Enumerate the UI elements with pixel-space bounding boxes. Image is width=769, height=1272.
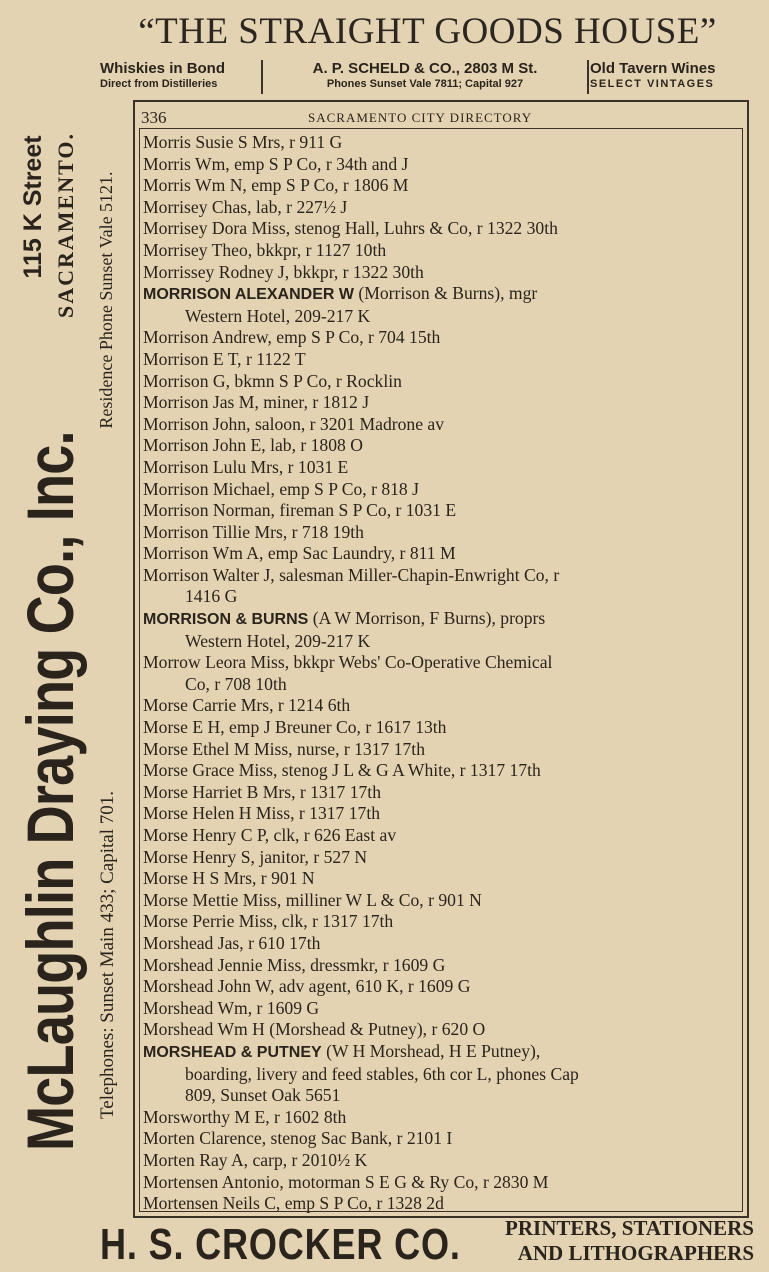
directory-entry [143,631,743,653]
entry-details: (A W Morrison, F Burns), proprs [312,608,546,629]
entry-surname: Morshead [143,976,214,997]
directory-entry [143,674,743,696]
ad-divider [261,60,263,94]
entry-surname: Mortensen [143,1193,219,1214]
directory-entry [143,218,743,240]
entry-details: Norman, fireman S P Co, r 1031 E [212,500,457,521]
entry-details: Perrie Miss, clk, r 1317 17th [192,911,394,932]
footer-line2: AND LITHOGRAPHERS [517,1241,754,1265]
side-residence-phone: Residence Phone Sunset Vale 5121. [96,171,116,429]
directory-entry [143,500,743,522]
header-banner: “THE STRAIGHT GOODS HOUSE” [138,11,717,52]
directory-entry [143,998,743,1020]
entry-details: Walter J, salesman Miller-Chapin-Enwright Co, r [212,564,560,585]
entry-surname: Morrow [143,652,201,673]
entry-details: Antonio, motorman S E G & Ry Co, r 2830 M [221,1171,549,1192]
ad-wines-line2: SELECT VINTAGES [590,78,715,90]
directory-entry [143,306,743,328]
directory-entry [143,327,743,349]
ad-whiskies-line2: Direct from Distilleries [100,78,218,90]
ad-scheld-line1: A. P. SCHELD & CO., 2803 M St. [312,60,538,77]
entry-details: (W H Morshead, H E Putney), [326,1040,541,1061]
entry-details: Mettie Miss, milliner W L & Co, r 901 N [192,889,482,910]
footer-company-text: H. S. CROCKER CO. [100,1220,461,1269]
entry-surname: Morrisey [143,196,208,217]
entry-surname: Morse [143,889,188,910]
directory-entry [143,739,743,761]
entry-surname: Morse [143,738,188,759]
directory-entry [143,1107,743,1129]
entry-details: G, bkmn S P Co, r Rocklin [212,370,402,391]
directory-entry [143,457,743,479]
entry-details: E T, r 1122 T [212,348,306,369]
entry-surname: Morse [143,781,188,802]
entry-details: Rodney J, bkkpr, r 1322 30th [218,261,424,282]
directory-entry [143,825,743,847]
entry-surname: MORRISON ALEXANDER W [143,286,354,304]
entry-details: Wm N, emp S P Co, r 1806 M [195,175,409,196]
entry-surname: Morrison [143,564,209,585]
directory-entry [143,435,743,457]
entry-details: Jennie Miss, dressmkr, r 1609 G [217,954,446,975]
directory-entry [143,371,743,393]
entry-details: boarding, livery and feed stables, 6th cor L, phones Cap [185,1063,579,1084]
directory-entry [143,933,743,955]
directory-entry [143,608,743,631]
directory-entry [143,1019,743,1041]
directory-entry [143,1041,743,1064]
entry-details: Theo, bkkpr, r 1127 10th [211,239,387,260]
entry-surname: Morrison [143,392,209,413]
side-phones: Telephones: Sunset Main 433; Capital 701. [97,791,118,1119]
entry-surname: Morrissey [143,261,215,282]
entry-surname: Morrison [143,543,209,564]
entry-details: John E, lab, r 1808 O [212,435,363,456]
entry-details: Dora Miss, stenog Hall, Luhrs & Co, r 1322 30th [211,218,558,239]
side-street: 115 K Street [19,135,47,279]
directory-entry [143,976,743,998]
header-ads [100,58,756,98]
entry-surname: Morrison [143,500,209,521]
directory-entry [143,847,743,869]
directory-entry [143,1085,743,1107]
side-company-name [15,400,85,1230]
entry-details: 1416 G [185,586,238,607]
entry-surname: Morse [143,911,188,932]
entry-details: Lulu Mrs, r 1031 E [212,456,349,477]
directory-entry [143,760,743,782]
entry-surname: Morshead [143,932,214,953]
entry-details: Ray A, carp, r 2010½ K [199,1149,368,1170]
entry-details: Wm H (Morshead & Putney), r 620 O [217,1019,486,1040]
directory-entry [143,695,743,717]
page-number: 336 [141,108,167,127]
page-title: SACRAMENTO CITY DIRECTORY [308,110,533,125]
directory-entry [143,717,743,739]
footer-company [100,1220,470,1270]
entry-surname: Morshead [143,954,214,975]
directory-entry [143,543,743,565]
entry-details: Wm, emp S P Co, r 34th and J [195,153,409,174]
directory-entry [143,803,743,825]
entry-details: Grace Miss, stenog J L & G A White, r 1317 17th [192,760,541,781]
entry-details: Harriet B Mrs, r 1317 17th [192,781,381,802]
entry-surname: Morris [143,175,191,196]
directory-entry [143,565,743,587]
entry-surname: Morse [143,695,188,716]
entry-surname: Morten [143,1149,195,1170]
directory-entry [143,955,743,977]
entry-surname: Morrison [143,348,209,369]
entry-surname: Morrison [143,327,209,348]
directory-entry [143,1172,743,1194]
directory-entry [143,911,743,933]
entry-details: Jas, r 610 17th [217,932,321,953]
entry-details: Henry S, janitor, r 527 N [192,846,368,867]
entry-surname: Morshead [143,1019,214,1040]
footer-ad [100,1216,756,1272]
entry-details: Michael, emp S P Co, r 818 J [212,478,419,499]
directory-entry [143,479,743,501]
ad-whiskies [100,60,260,90]
entry-details: Clarence, stenog Sac Bank, r 2101 I [199,1128,453,1149]
entry-surname: Morten [143,1128,195,1149]
entry-surname: Morrison [143,456,209,477]
entry-details: 809, Sunset Oak 5651 [185,1085,341,1106]
directory-entry [143,262,743,284]
entry-surname: Morse [143,868,188,889]
entry-details: Chas, lab, r 227½ J [211,196,348,217]
entry-surname: Morse [143,846,188,867]
entry-details: H S Mrs, r 901 N [192,868,315,889]
entry-details: Ethel M Miss, nurse, r 1317 17th [192,738,425,759]
ad-divider [587,60,589,94]
entry-details: Tillie Mrs, r 718 19th [212,521,364,542]
entry-details: Wm A, emp Sac Laundry, r 811 M [212,543,456,564]
entry-surname: Morse [143,803,188,824]
entry-surname: Mortensen [143,1171,219,1192]
entry-surname: Morsworthy [143,1106,230,1127]
entry-surname: Morrisey [143,239,208,260]
side-company-text: McLaughlin Draying Co., Inc. [13,431,87,1152]
ad-scheld [265,60,585,90]
directory-entry [143,1193,743,1215]
directory-entry [143,1128,743,1150]
entry-details: Western Hotel, 209-217 K [185,630,371,651]
entry-details: John, saloon, r 3201 Madrone av [212,413,445,434]
ad-scheld-line2: Phones Sunset Vale 7811; Capital 927 [326,78,524,90]
entry-surname: Morrison [143,521,209,542]
entry-details: Andrew, emp S P Co, r 704 15th [211,327,441,348]
directory-entry [143,782,743,804]
entry-surname: Morshead [143,997,214,1018]
footer-line1: PRINTERS, STATIONERS [505,1216,754,1240]
entry-details: Western Hotel, 209-217 K [185,305,371,326]
directory-entry [143,868,743,890]
entry-details: E H, emp J Breuner Co, r 1617 13th [192,717,447,738]
entry-surname: Morrison [143,435,209,456]
entry-details: Jas M, miner, r 1812 J [212,392,370,413]
entry-surname: Morris [143,132,191,152]
entry-surname: Morrison [143,370,209,391]
entry-details: Leora Miss, bkkpr Webs' Co-Operative Chemical [205,652,553,673]
directory-entry [143,1064,743,1086]
directory-entry [143,240,743,262]
entry-surname: Morrisey [143,218,208,239]
entry-surname: Morrison [143,413,209,434]
entry-surname: MORRISON & BURNS [143,611,309,629]
ad-whiskies-line1: Whiskies in Bond [100,60,226,77]
entry-details: Henry C P, clk, r 626 East av [192,825,397,845]
entry-details: Wm, r 1609 G [217,997,320,1018]
entry-surname: Morrison [143,478,209,499]
page-header [141,108,741,128]
directory-entry [143,1150,743,1172]
entry-details: John W, adv agent, 610 K, r 1609 G [217,976,471,997]
directory-entry [143,586,743,608]
entry-surname: Morris [143,153,191,174]
directory-entry [143,890,743,912]
directory-entry [143,414,743,436]
directory-entry [143,392,743,414]
side-city: SACRAMENTO. [53,132,78,319]
entry-details: Neils C, emp S P Co, r 1328 2d [222,1193,444,1214]
entry-surname: Morse [143,825,188,845]
directory-entry [143,132,743,154]
entry-surname: Morse [143,760,188,781]
entry-surname: Morse [143,717,188,738]
entry-details: Carrie Mrs, r 1214 6th [192,695,351,716]
entry-details: Helen H Miss, r 1317 17th [192,803,381,824]
directory-entry [143,154,743,176]
directory-entry [143,197,743,219]
directory-entry [143,175,743,197]
ad-wines-line1: Old Tavern Wines [590,60,716,77]
entry-details: (Morrison & Burns), mgr [358,283,538,304]
directory-entry [143,652,743,674]
entry-details: M E, r 1602 8th [234,1106,347,1127]
entry-surname: MORSHEAD & PUTNEY [143,1043,322,1061]
entry-details: Susie S Mrs, r 911 G [195,132,343,152]
directory-entry [143,349,743,371]
ad-wines [590,60,756,90]
directory-entry [143,283,743,306]
entry-details: Co, r 708 10th [185,673,287,694]
directory-entries [143,132,743,1215]
directory-entry [143,522,743,544]
